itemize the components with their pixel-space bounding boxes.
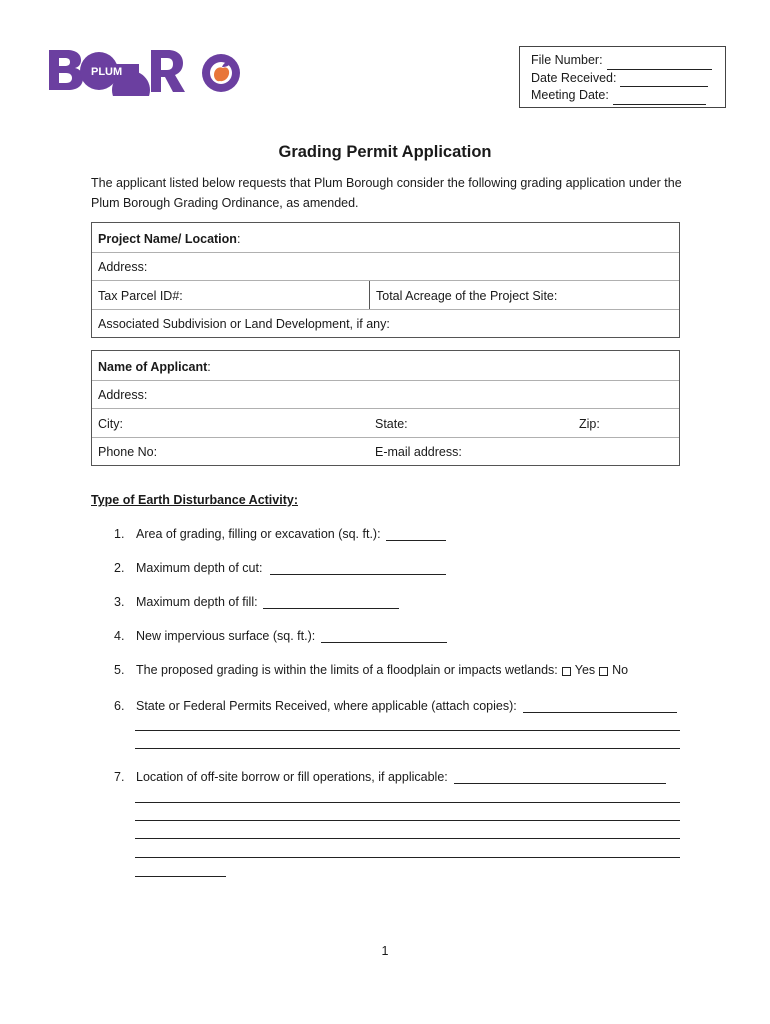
total-acreage-cell[interactable] (369, 281, 679, 309)
offsite-borrow-line-5[interactable] (135, 857, 680, 858)
offsite-borrow-line-6[interactable] (135, 876, 226, 877)
logo-boro-text: BORO (47, 46, 50, 47)
zip-label: Zip: (579, 416, 600, 431)
no-label: No (612, 663, 629, 677)
phone-label: Phone No: (98, 445, 158, 459)
offsite-borrow-line-4[interactable] (135, 838, 680, 839)
date-received-row (531, 70, 725, 88)
date-received-field[interactable] (620, 74, 708, 87)
item-text: New impervious surface (sq. ft.): (136, 629, 316, 643)
yes-label: Yes (574, 663, 596, 677)
depth-fill-field[interactable] (263, 596, 399, 609)
item-number: 2. (114, 561, 125, 575)
item-text: Area of grading, filling or excavation (sq. ft.): (136, 527, 381, 541)
item-text: The proposed grading is within the limits of a floodplain or impacts wetlands: (136, 663, 558, 677)
city-cell[interactable] (92, 409, 369, 437)
area-grading-field[interactable] (386, 528, 446, 541)
state-permits-field[interactable] (523, 700, 677, 713)
no-checkbox[interactable] (599, 667, 608, 676)
applicant-info-table (91, 350, 680, 466)
item-number: 5. (114, 663, 125, 677)
phone-cell[interactable] (92, 438, 369, 466)
list-item-depth-cut (114, 561, 446, 575)
item-number: 4. (114, 629, 125, 643)
project-name-label: Project Name/ Location (98, 231, 237, 246)
project-address-label: Address: (98, 260, 148, 274)
applicant-name-colon: : (207, 359, 211, 374)
item-number: 7. (114, 770, 125, 784)
tax-parcel-row (92, 280, 679, 309)
email-label: E-mail address: (375, 445, 462, 459)
impervious-field[interactable] (321, 630, 447, 643)
email-cell[interactable] (369, 438, 679, 466)
item-text: State or Federal Permits Received, where applicable (attach copies): (136, 699, 517, 713)
project-name-colon: : (236, 231, 241, 246)
total-acreage-label: Total Acreage of the Project Site: (376, 288, 558, 303)
list-item-area-grading (114, 527, 446, 541)
plum-boro-logo (47, 46, 247, 96)
subdivision-label: Associated Subdivision or Land Development, if any: (98, 317, 390, 331)
project-name-row[interactable] (92, 223, 679, 252)
state-cell[interactable] (369, 409, 573, 437)
offsite-borrow-line-3[interactable] (135, 820, 680, 821)
list-item-offsite-borrow (114, 770, 666, 784)
city-label: City: (98, 416, 123, 431)
item-text: Maximum depth of fill: (136, 595, 258, 609)
list-item-state-permits (114, 699, 677, 713)
list-item-floodplain (114, 663, 628, 677)
item-number: 6. (114, 699, 125, 713)
state-permits-line-2[interactable] (135, 730, 680, 731)
item-text: Maximum depth of cut: (136, 561, 263, 575)
zip-cell[interactable] (573, 409, 679, 437)
date-received-label: Date Received: (531, 70, 617, 85)
offsite-borrow-line-2[interactable] (135, 802, 680, 803)
city-state-zip-row (92, 408, 679, 437)
list-item-impervious (114, 629, 447, 643)
project-info-table (91, 222, 680, 338)
page-number: 1 (381, 944, 389, 958)
office-use-box (519, 46, 726, 108)
item-text: Location of off-site borrow or fill operations, if applicable: (136, 770, 448, 784)
offsite-borrow-field[interactable] (454, 771, 666, 784)
logo-plum-text: PLUM (91, 66, 123, 78)
meeting-date-field[interactable] (613, 92, 706, 105)
yes-checkbox[interactable] (562, 667, 571, 676)
meeting-date-label: Meeting Date: (531, 88, 609, 102)
phone-email-row (92, 437, 679, 466)
file-number-label: File Number: (531, 53, 603, 67)
item-number: 3. (114, 595, 125, 609)
intro-paragraph: The applicant listed below requests that Plum Borough consider the following grading application under the Plum Borough Grading Ordinance, as amended. (91, 176, 682, 210)
tax-parcel-cell[interactable] (92, 281, 369, 309)
project-address-row[interactable] (92, 252, 679, 281)
depth-cut-field[interactable] (270, 562, 446, 575)
applicant-address-row[interactable] (92, 380, 679, 409)
list-item-depth-fill (114, 595, 399, 609)
page-title: Grading Permit Application (278, 143, 492, 161)
applicant-name-label: Name of Applicant (98, 359, 208, 374)
item-number: 1. (114, 527, 125, 541)
tax-parcel-label: Tax Parcel ID#: (98, 288, 183, 303)
meeting-date-row (531, 87, 725, 105)
earth-disturbance-heading: Type of Earth Disturbance Activity: (91, 493, 298, 507)
file-number-field[interactable] (607, 57, 712, 70)
subdivision-row[interactable] (92, 309, 679, 338)
file-number-row (531, 52, 725, 70)
state-permits-line-3[interactable] (135, 748, 680, 749)
state-label: State: (375, 416, 408, 431)
applicant-name-row[interactable] (92, 351, 679, 380)
applicant-address-label: Address: (98, 388, 148, 402)
